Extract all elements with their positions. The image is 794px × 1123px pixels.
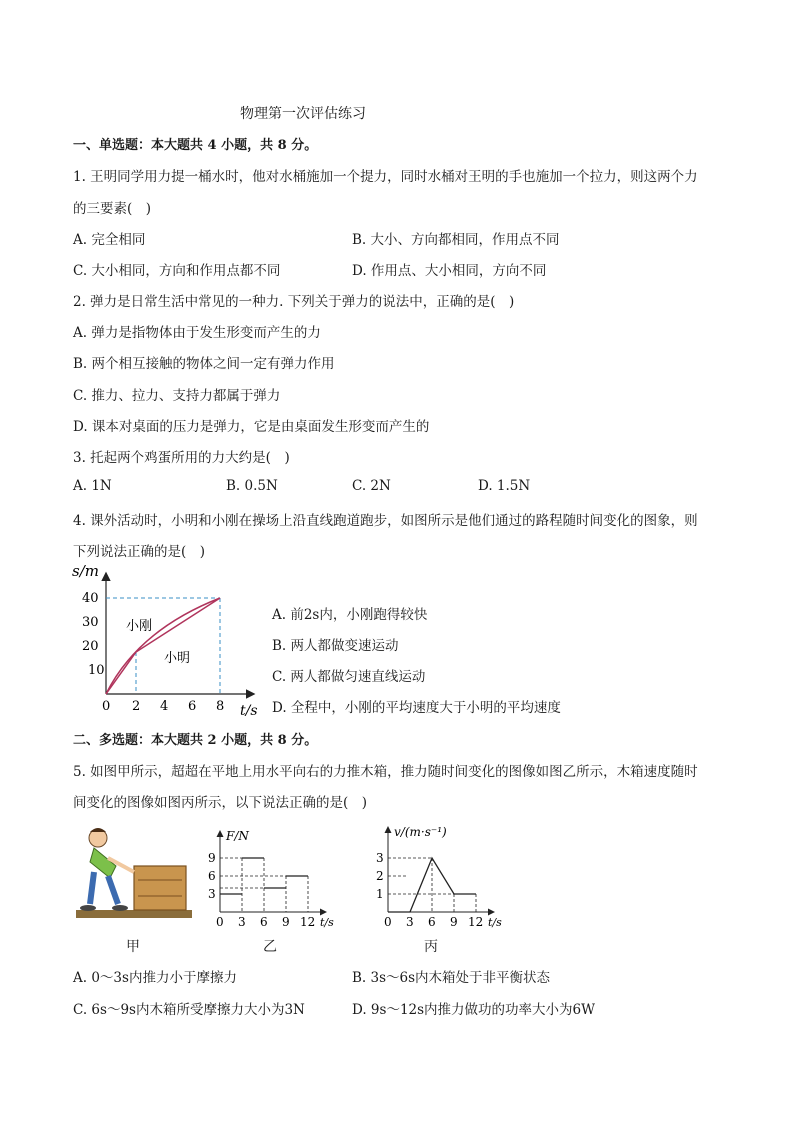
q5-velocity-x-label: t/s (488, 916, 502, 929)
q4-stem-line1: 4. 课外活动时，小明和小刚在操场上沿直线跑道跑步，如图所示是他们通过的路程随时间变化的图象，则 (73, 513, 698, 529)
q4-x-tick-2: 2 (132, 699, 141, 714)
q4-x-tick-4: 4 (160, 699, 169, 714)
q5-force-y-tick-3: 3 (208, 887, 216, 901)
q3-option-b[interactable]: B. 0.5N (226, 478, 278, 494)
q5-force-x-tick-3: 3 (238, 915, 246, 929)
q5-fig-label-yi: 乙 (263, 939, 277, 955)
q5-velocity-x-tick-9: 9 (450, 915, 458, 929)
q5-force-x-tick-0: 0 (216, 915, 224, 929)
q5-stem-line1: 5. 如图甲所示，超超在平地上用水平向右的力推木箱，推力随时间变化的图像如图乙所示，木箱速度随时 (73, 764, 698, 780)
q2-option-a[interactable]: A. 弹力是指物体由于发生形变而产生的力 (73, 325, 321, 341)
q5-figure-jia-illustration (72, 822, 197, 922)
q2-stem: 2. 弹力是日常生活中常见的一种力. 下列关于弹力的说法中，正确的是( ) (73, 294, 515, 310)
q4-x-label: t/s (240, 703, 258, 719)
q2-option-b[interactable]: B. 两个相互接触的物体之间一定有弹力作用 (73, 356, 335, 372)
q1-option-b[interactable]: B. 大小、方向都相同，作用点不同 (352, 232, 560, 248)
q1-option-c[interactable]: C. 大小相同，方向和作用点都不同 (73, 263, 281, 279)
q5-fig-label-jia: 甲 (126, 939, 140, 955)
q5-velocity-y-tick-2: 2 (376, 869, 384, 883)
section-heading-single-choice: 一、单选题：本大题共 4 小题，共 8 分。 (73, 138, 318, 153)
q5-force-x-tick-12: 12 (300, 915, 316, 929)
q5-force-y-tick-9: 9 (208, 851, 216, 865)
q5-velocity-y-tick-1: 1 (376, 887, 384, 901)
q4-curve-label-xiaoming: 小明 (164, 651, 191, 666)
q5-velocity-x-tick-12: 12 (468, 915, 484, 929)
q5-force-y-label: F/N (226, 829, 249, 843)
q5-velocity-y-tick-3: 3 (376, 851, 384, 865)
q2-option-c[interactable]: C. 推力、拉力、支持力都属于弹力 (73, 388, 281, 404)
q3-option-a[interactable]: A. 1N (73, 478, 112, 494)
q4-y-label: s/m (72, 562, 99, 580)
q5-velocity-x-tick-6: 6 (428, 915, 436, 929)
q4-option-a[interactable]: A. 前2s内，小刚跑得较快 (272, 607, 428, 623)
q4-option-d[interactable]: D. 全程中，小刚的平均速度大于小明的平均速度 (272, 700, 561, 716)
page-title: 物理第一次评估练习 (240, 106, 366, 122)
q4-distance-time-graph (68, 560, 268, 720)
q5-fig-label-bing: 丙 (424, 939, 438, 955)
q4-x-tick-6: 6 (188, 699, 197, 714)
q5-velocity-x-tick-3: 3 (406, 915, 414, 929)
q1-option-d[interactable]: D. 作用点、大小相同，方向不同 (352, 263, 547, 279)
q4-y-tick-40: 40 (82, 591, 99, 606)
q5-option-a[interactable]: A. 0～3s内推力小于摩擦力 (73, 970, 237, 986)
q4-x-tick-8: 8 (216, 699, 225, 714)
q5-option-d[interactable]: D. 9s～12s内推力做功的功率大小为6W (352, 1002, 596, 1018)
q5-option-c[interactable]: C. 6s～9s内木箱所受摩擦力大小为3N (73, 1002, 305, 1018)
q3-option-d[interactable]: D. 1.5N (478, 478, 531, 494)
section-heading-multi-choice: 二、多选题：本大题共 2 小题，共 8 分。 (73, 733, 318, 748)
q5-force-time-graph (200, 826, 340, 936)
q5-stem-line2: 间变化的图像如图丙所示，以下说法正确的是( ) (73, 795, 368, 811)
q1-stem-line2: 的三要素( ) (73, 201, 152, 217)
q4-curve-xiaogang (106, 598, 220, 694)
q5-force-x-label: t/s (320, 916, 334, 929)
q5-force-x-tick-6: 6 (260, 915, 268, 929)
q4-option-b[interactable]: B. 两人都做变速运动 (272, 638, 399, 654)
q2-option-d[interactable]: D. 课本对桌面的压力是弹力，它是由桌面发生形变而产生的 (73, 419, 430, 435)
q4-x-tick-0: 0 (102, 699, 111, 714)
q5-velocity-time-graph (368, 822, 508, 936)
q1-stem-line1: 1. 王明同学用力提一桶水时，他对水桶施加一个提力，同时水桶对王明的手也施加一个拉力，则这两个力 (73, 169, 698, 185)
q5-option-b[interactable]: B. 3s～6s内木箱处于非平衡状态 (352, 970, 551, 986)
q4-curve-label-xiaogang: 小刚 (126, 619, 153, 634)
q5-force-x-tick-9: 9 (282, 915, 290, 929)
q3-option-c[interactable]: C. 2N (352, 478, 391, 494)
q4-y-tick-30: 30 (82, 615, 99, 630)
q1-option-a[interactable]: A. 完全相同 (73, 232, 146, 248)
q4-y-tick-10: 10 (88, 663, 105, 678)
q4-y-tick-20: 20 (82, 639, 99, 654)
q4-curve-xiaoming (106, 598, 220, 694)
q3-stem: 3. 托起两个鸡蛋所用的力大约是( ) (73, 450, 290, 466)
q5-velocity-x-tick-0: 0 (384, 915, 392, 929)
q4-stem-line2: 下列说法正确的是( ) (73, 544, 206, 560)
q5-velocity-y-label: v/(m·s⁻¹) (394, 825, 447, 839)
q4-option-c[interactable]: C. 两人都做匀速直线运动 (272, 669, 426, 685)
q5-force-y-tick-6: 6 (208, 869, 216, 883)
